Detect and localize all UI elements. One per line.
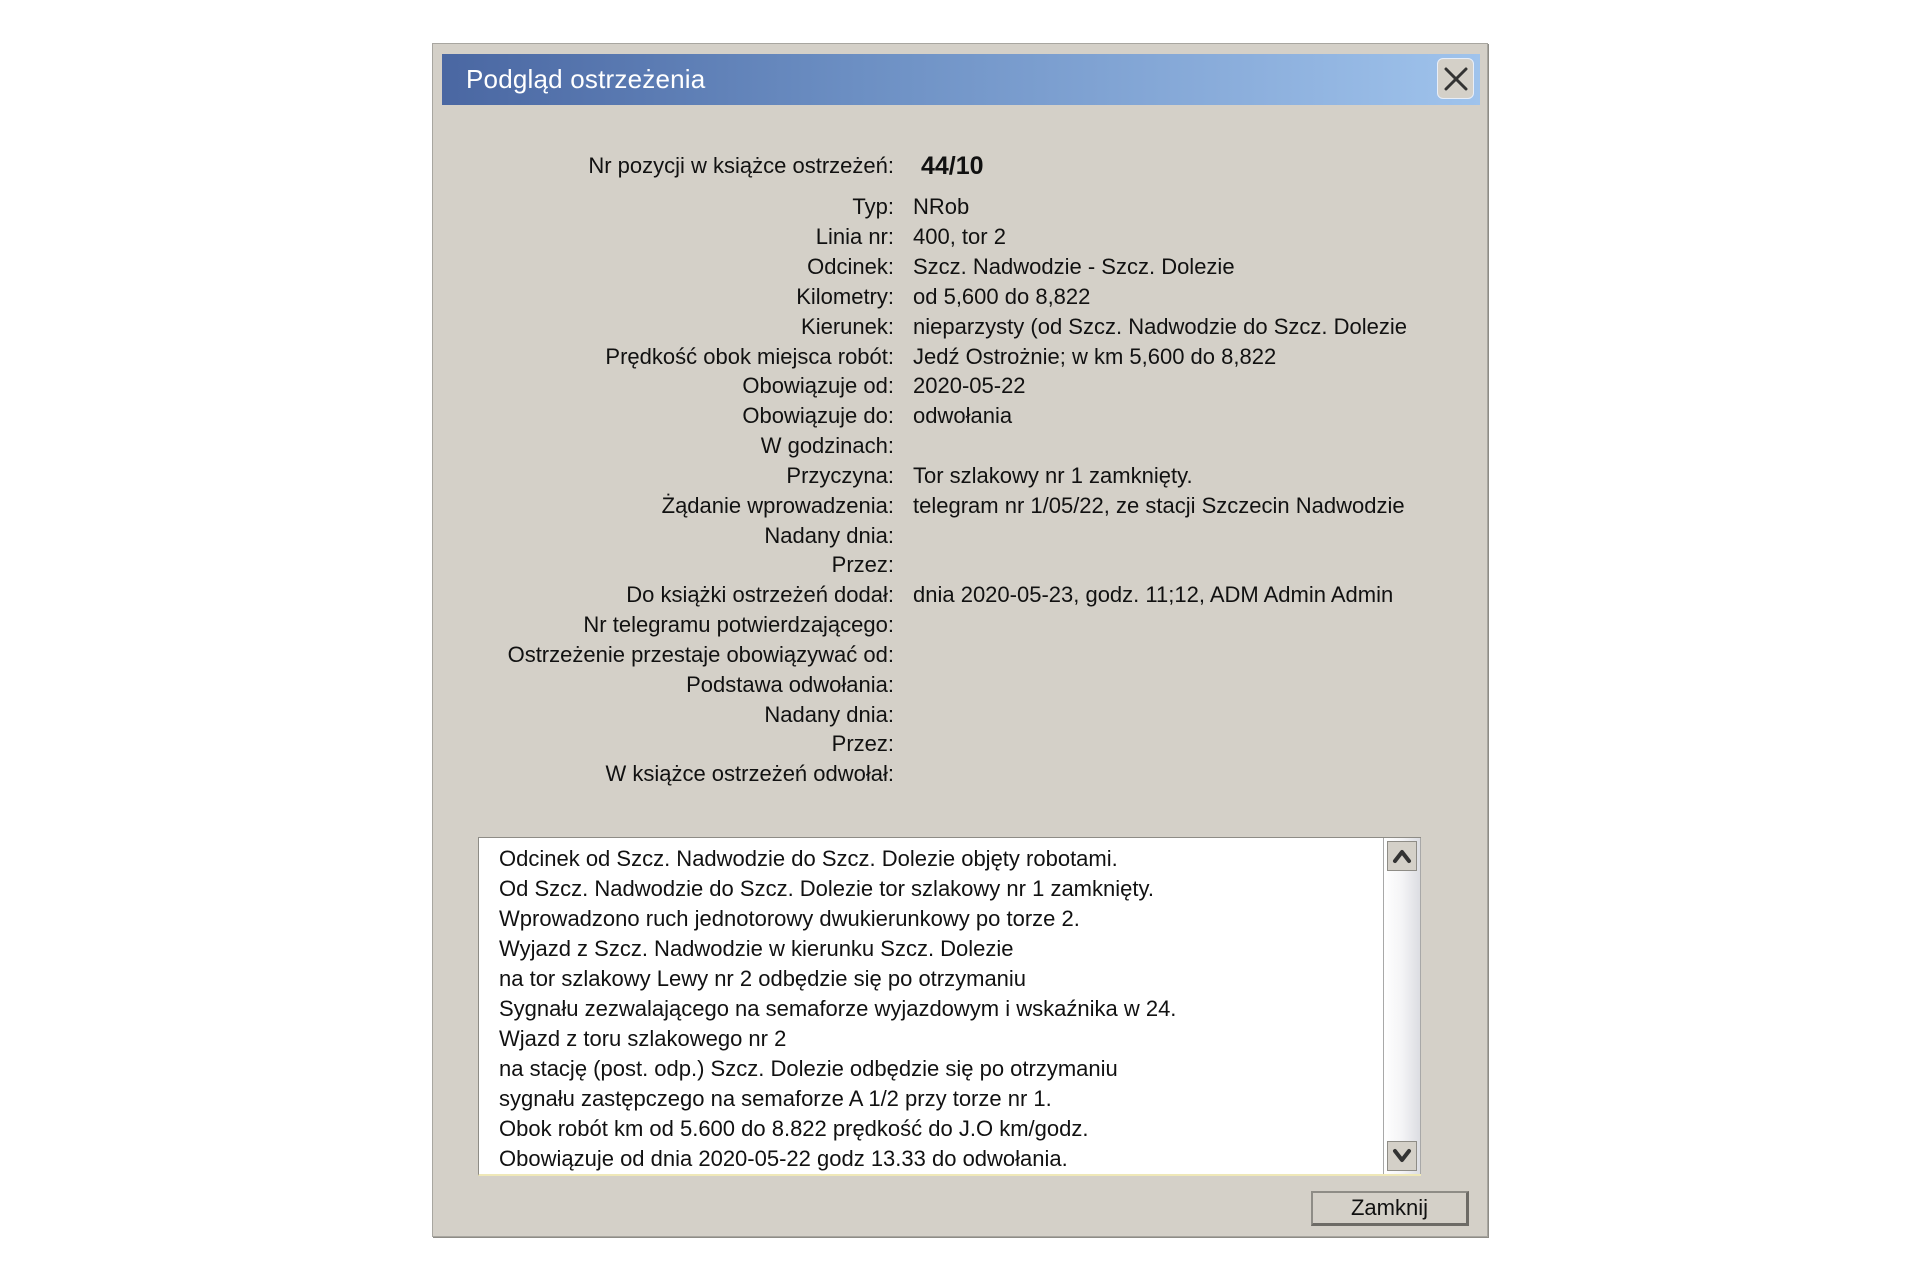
close-button[interactable] <box>1437 58 1474 99</box>
field-label: Ostrzeżenie przestaje obowiązywać od: <box>507 642 894 667</box>
field-request <box>433 491 1487 521</box>
field-label: Odcinek: <box>807 254 894 279</box>
position-number: 44/10 <box>921 152 984 180</box>
field-label: Nr pozycji w książce ostrzeżeń: <box>588 153 894 178</box>
field-hours <box>433 431 1487 461</box>
chevron-up-icon <box>1392 847 1412 865</box>
field-label: Kierunek: <box>801 314 894 339</box>
vertical-scrollbar[interactable] <box>1383 838 1421 1174</box>
field-valid-from <box>433 371 1487 401</box>
field-label: Kilometry: <box>796 284 894 309</box>
description-line: Wjazd z toru szlakowego nr 2 <box>499 1026 787 1051</box>
field-label: Linia nr: <box>815 224 894 249</box>
description-line: Odcinek od Szcz. Nadwodzie do Szcz. Dolezie objęty robotami. <box>499 846 1118 871</box>
close-icon <box>1444 67 1468 91</box>
field-type <box>433 192 1487 222</box>
field-label: Żądanie wprowadzenia: <box>661 493 894 518</box>
field-label: W książce ostrzeżeń odwołał: <box>605 761 894 786</box>
field-revoke-sent-date <box>433 700 1487 730</box>
field-label: Przez: <box>831 731 894 756</box>
description-text <box>499 844 1381 1174</box>
field-label: Do książki ostrzeżeń dodał: <box>626 582 894 607</box>
field-value: odwołania <box>913 403 1013 428</box>
field-section <box>433 252 1487 282</box>
description-line: na stację (post. odp.) Szcz. Dolezie odbędzie się po otrzymaniu <box>499 1056 1118 1081</box>
description-line: Obowiązuje od dnia 2020-05-22 godz 13.33 do odwołania. <box>499 1146 1068 1171</box>
field-position <box>433 151 1487 181</box>
field-confirm-telegram <box>433 610 1487 640</box>
field-label: Podstawa odwołania: <box>686 672 894 697</box>
warning-preview-dialog <box>432 43 1488 1237</box>
scroll-up-button[interactable] <box>1387 841 1417 871</box>
field-revoke-basis <box>433 670 1487 700</box>
field-label: Przez: <box>831 552 894 577</box>
field-revoked-by <box>433 759 1487 789</box>
field-value: 400, tor 2 <box>913 224 1006 249</box>
description-line: Obok robót km od 5.600 do 8.822 prędkość do J.O km/godz. <box>499 1116 1089 1141</box>
field-line <box>433 222 1487 252</box>
field-value: nieparzysty (od Szcz. Nadwodzie do Szcz. Dolezie <box>913 314 1407 339</box>
dialog-title: Podgląd ostrzeżenia <box>466 64 706 94</box>
field-value: dnia 2020-05-23, godz. 11;12, ADM Admin Admin <box>913 582 1394 607</box>
close-dialog-button[interactable]: Zamknij <box>1311 1191 1469 1226</box>
field-value: telegram nr 1/05/22, ze stacji Szczecin Nadwodzie <box>913 493 1405 518</box>
scroll-down-button[interactable] <box>1387 1141 1417 1171</box>
description-line: sygnału zastępczego na semaforze A 1/2 przy torze nr 1. <box>499 1086 1052 1111</box>
field-added-by <box>433 580 1487 610</box>
field-kilometers <box>433 282 1487 312</box>
field-value: od 5,600 do 8,822 <box>913 284 1091 309</box>
description-line: na tor szlakowy Lewy nr 2 odbędzie się po otrzymaniu <box>499 966 1027 991</box>
field-label: Typ: <box>852 194 894 219</box>
field-label: Obowiązuje do: <box>742 403 894 428</box>
field-sent-by <box>433 550 1487 580</box>
field-ceases-from <box>433 640 1487 670</box>
field-value: NRob <box>913 194 970 219</box>
field-label: Prędkość obok miejsca robót: <box>605 344 894 369</box>
field-speed <box>433 342 1487 372</box>
field-value: Szcz. Nadwodzie - Szcz. Dolezie <box>913 254 1235 279</box>
field-direction <box>433 312 1487 342</box>
field-value: 2020-05-22 <box>913 373 1026 398</box>
field-value: Jedź Ostrożnie; w km 5,600 do 8,822 <box>913 344 1277 369</box>
description-line: Wyjazd z Szcz. Nadwodzie w kierunku Szcz. Dolezie <box>499 936 1014 961</box>
field-label: Nadany dnia: <box>764 523 894 548</box>
field-value: Tor szlakowy nr 1 zamknięty. <box>913 463 1193 488</box>
description-line: Od Szcz. Nadwodzie do Szcz. Dolezie tor szlakowy nr 1 zamknięty. <box>499 876 1154 901</box>
description-line: Wprowadzono ruch jednotorowy dwukierunkowy po torze 2. <box>499 906 1080 931</box>
field-label: Nadany dnia: <box>764 702 894 727</box>
field-label: Obowiązuje od: <box>742 373 894 398</box>
chevron-down-icon <box>1392 1147 1412 1165</box>
description-line: Sygnału zezwalającego na semaforze wyjazdowym i wskaźnika w 24. <box>499 996 1177 1021</box>
description-textarea[interactable] <box>478 837 1421 1176</box>
dialog-titlebar[interactable] <box>442 54 1480 105</box>
field-reason <box>433 461 1487 491</box>
field-sent-date <box>433 521 1487 551</box>
field-label: Przyczyna: <box>786 463 894 488</box>
field-valid-to <box>433 401 1487 431</box>
field-revoke-sent-by <box>433 729 1487 759</box>
field-label: Nr telegramu potwierdzającego: <box>583 612 894 637</box>
field-label: W godzinach: <box>760 433 894 458</box>
